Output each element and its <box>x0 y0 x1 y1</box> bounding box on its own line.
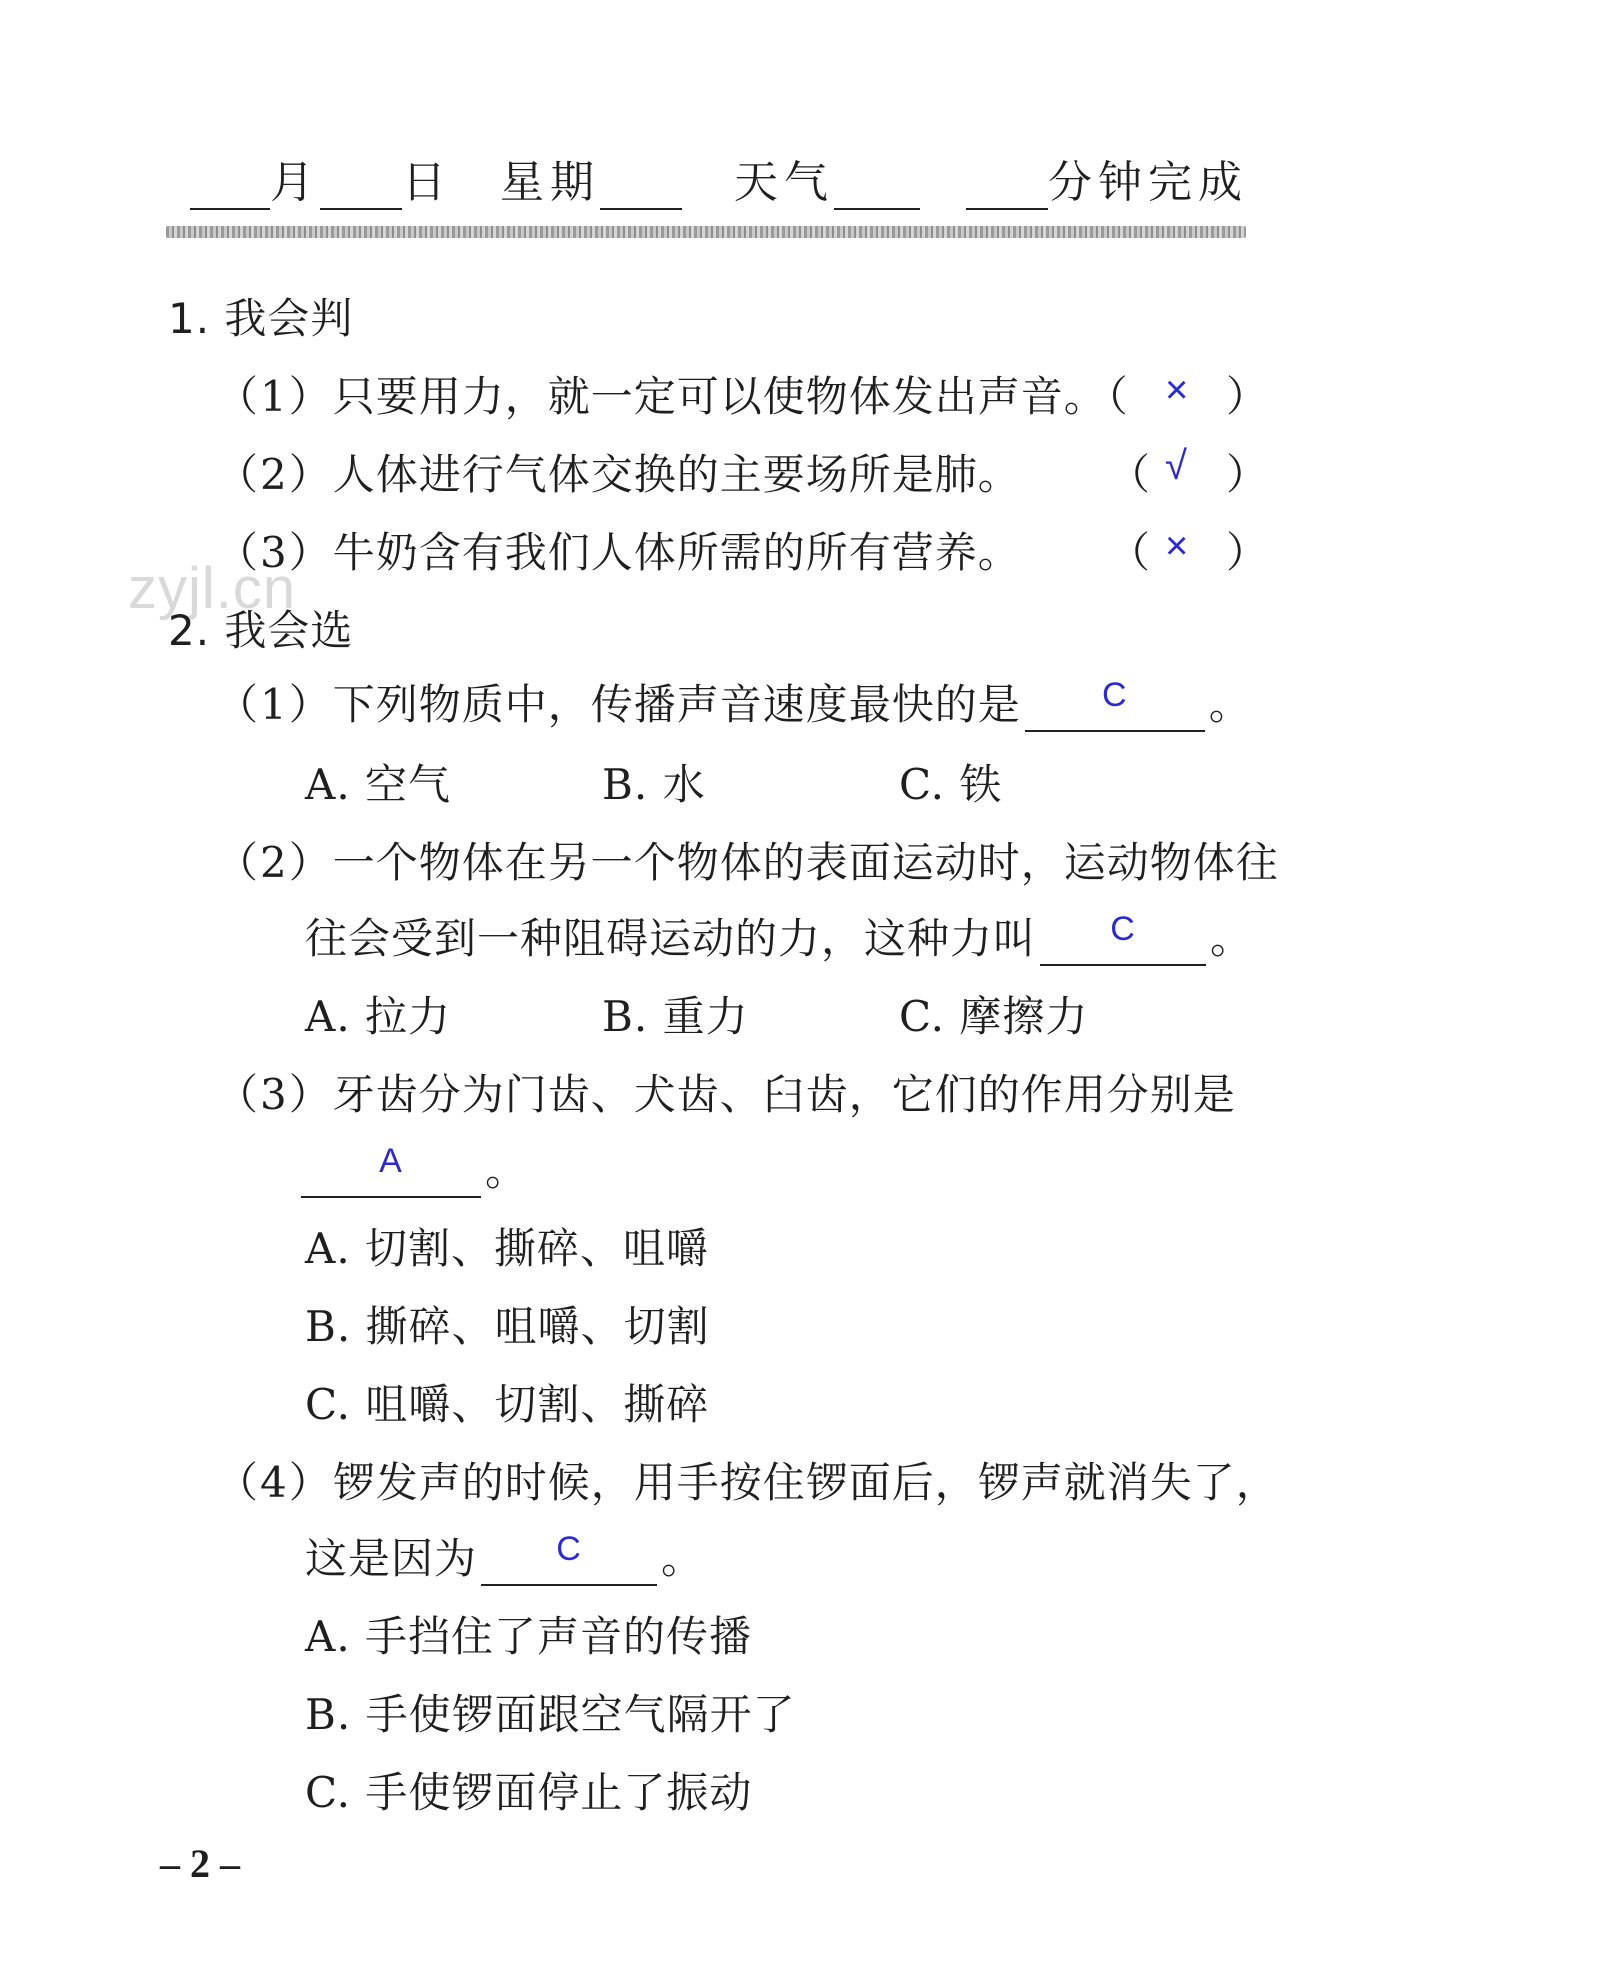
period: 。 <box>1210 914 1254 963</box>
header-divider <box>166 226 1246 238</box>
option-c: C. 咀嚼、切割、撕碎 <box>305 1380 710 1429</box>
option-a: A. 空气 <box>305 760 452 809</box>
period: 。 <box>485 1146 529 1195</box>
open-paren: （ <box>1108 528 1152 577</box>
choice-question-3 <box>216 1062 1236 1122</box>
option-a: A. 手挡住了声音的传播 <box>305 1612 753 1661</box>
close-paren: ） <box>1226 528 1270 577</box>
page-number: – 2 – <box>160 1841 240 1886</box>
period: 。 <box>1208 680 1252 729</box>
choice-question-2-line2 <box>305 906 1253 966</box>
question-number: （2） <box>216 838 333 887</box>
judge-answer-3[interactable]: × <box>1165 524 1189 568</box>
option-a: A. 切割、撕碎、咀嚼 <box>305 1224 710 1273</box>
item-text: 只要用力，就一定可以使物体发出声音。（ <box>332 372 1129 421</box>
weather-blank[interactable] <box>834 158 920 210</box>
choice-question-2 <box>216 830 1279 890</box>
period: 。 <box>661 1534 705 1583</box>
question-text: 一个物体在另一个物体的表面运动时，运动物体往 <box>332 838 1279 887</box>
item-text: 牛奶含有我们人体所需的所有营养。 <box>332 528 1021 577</box>
weekday-blank[interactable] <box>600 158 682 210</box>
judge-item-2 <box>216 442 1021 502</box>
answer-blank[interactable] <box>481 1532 657 1586</box>
option-c: C. 铁 <box>899 760 1003 809</box>
item-number: （1） <box>216 372 333 421</box>
choice-question-1 <box>216 672 1252 732</box>
month-blank[interactable] <box>190 158 270 210</box>
section1-title: 1. 我会判 <box>168 294 354 343</box>
question-text: 往会受到一种阻碍运动的力，这种力叫 <box>305 914 1037 963</box>
section2-title: 2. 我会选 <box>168 606 354 655</box>
option-b: B. 手使锣面跟空气隔开了 <box>305 1690 796 1739</box>
minutes-label: 分钟完成 <box>1048 157 1248 208</box>
question-text: 这是因为 <box>305 1534 478 1583</box>
watermark: zyjl.cn <box>128 556 297 621</box>
question-number: （4） <box>216 1458 333 1507</box>
question-text: 牙齿分为门齿、犬齿、臼齿，它们的作用分别是 <box>332 1070 1236 1119</box>
answer-blank[interactable] <box>301 1144 481 1198</box>
minutes-blank[interactable] <box>966 158 1048 210</box>
option-b: B. 重力 <box>602 992 749 1041</box>
question-text: 锣发声的时候，用手按住锣面后，锣声就消失了， <box>332 1458 1279 1507</box>
answer-value: C <box>1101 676 1128 714</box>
day-label: 日 <box>402 157 452 208</box>
answer-value: A <box>379 1142 403 1180</box>
item-text: 人体进行气体交换的主要场所是肺。 <box>332 450 1021 499</box>
weekday-label: 星期 <box>500 157 600 208</box>
open-paren: （ <box>1108 450 1152 499</box>
option-a: A. 拉力 <box>305 992 452 1041</box>
question-number: （3） <box>216 1070 333 1119</box>
choice-question-4-line2 <box>305 1526 704 1586</box>
choice-question-4 <box>216 1450 1279 1510</box>
close-paren: ） <box>1226 450 1270 499</box>
month-label: 月 <box>270 157 320 208</box>
weather-label: 天气 <box>734 157 834 208</box>
close-paren: ） <box>1226 372 1270 421</box>
question-text: 下列物质中，传播声音速度最快的是 <box>332 680 1021 729</box>
answer-value: C <box>1110 910 1136 948</box>
answer-value: C <box>556 1530 582 1568</box>
day-blank[interactable] <box>320 158 402 210</box>
answer-blank[interactable] <box>1025 678 1205 732</box>
answer-blank[interactable] <box>1040 912 1206 966</box>
judge-item-3 <box>216 520 1021 580</box>
item-number: （2） <box>216 450 333 499</box>
date-header <box>190 140 1250 210</box>
judge-item-1 <box>216 364 1129 424</box>
item-number: （3） <box>216 528 333 577</box>
option-c: C. 手使锣面停止了振动 <box>305 1768 753 1817</box>
judge-answer-1[interactable]: × <box>1165 368 1189 412</box>
choice-question-3-line2 <box>301 1138 528 1198</box>
option-b: B. 撕碎、咀嚼、切割 <box>305 1302 710 1351</box>
judge-answer-2[interactable]: √ <box>1165 444 1187 488</box>
question-number: （1） <box>216 680 333 729</box>
option-b: B. 水 <box>602 760 706 809</box>
option-c: C. 摩擦力 <box>899 992 1089 1041</box>
